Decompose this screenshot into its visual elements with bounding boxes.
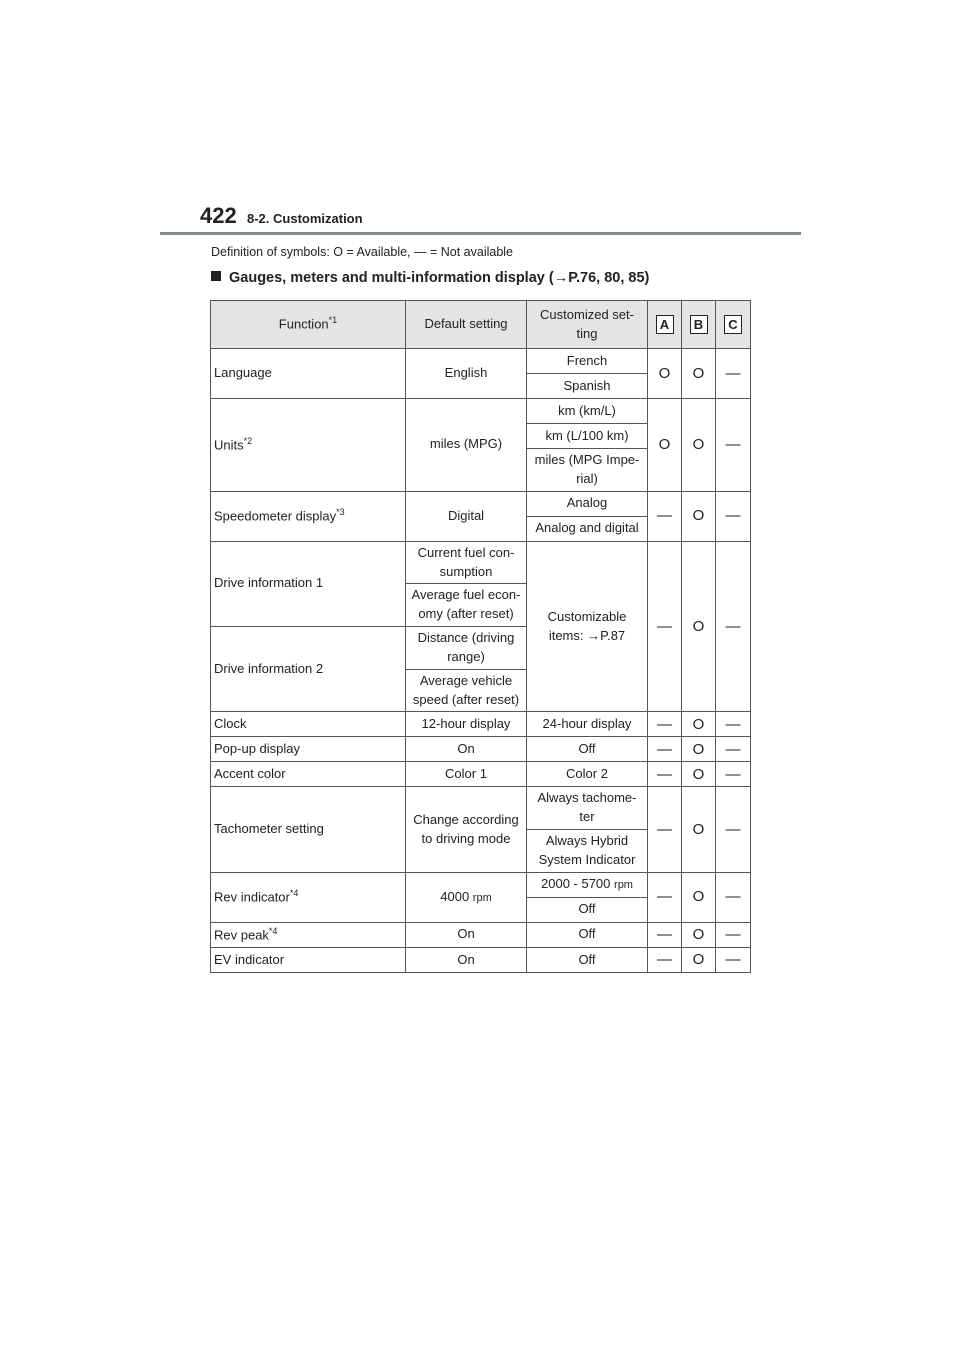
- table-row: [211, 922, 751, 947]
- cell-default: Average vehicle speed (after reset): [406, 669, 527, 712]
- cell-custom: 24-hour display: [527, 712, 648, 737]
- cell-function: Tachometer setting: [211, 787, 406, 872]
- cell-function: Drive information 2: [211, 627, 406, 712]
- cell-custom: Off: [527, 737, 648, 762]
- cell-default: On: [406, 947, 527, 972]
- cell-function: EV indicator: [211, 947, 406, 972]
- cell-default: 12-hour display: [406, 712, 527, 737]
- subheading-text: Gauges, meters and multi-information display (→P.76, 80, 85): [229, 270, 650, 286]
- square-bullet-icon: [211, 271, 221, 281]
- header-b: B: [682, 301, 716, 349]
- table-row: [211, 872, 751, 897]
- cell-c: —: [716, 762, 751, 787]
- cell-function: Rev indicator$^{*4}$: [211, 872, 406, 922]
- cell-function: Drive information 1: [211, 541, 406, 626]
- cell-a: —: [648, 872, 682, 922]
- cell-function: Pop-up display: [211, 737, 406, 762]
- cell-default: Distance (driving range): [406, 627, 527, 670]
- cell-default: English: [406, 349, 527, 399]
- cell-custom: Off: [527, 947, 648, 972]
- cell-option: 2000 - 5700 rpm: [527, 872, 648, 897]
- header-a: A: [648, 301, 682, 349]
- cell-option: Analog: [527, 491, 648, 516]
- customization-table: [210, 300, 751, 973]
- cell-option: Analog and digital: [527, 516, 648, 541]
- cell-b: O: [682, 922, 716, 947]
- cell-default: On: [406, 922, 527, 947]
- cell-function: Rev peak$^{*4}$: [211, 922, 406, 947]
- cell-b: O: [682, 787, 716, 872]
- cell-b: O: [682, 762, 716, 787]
- cell-default: Average fuel econ-omy (after reset): [406, 584, 527, 627]
- cell-option: Always tachome-ter: [527, 787, 648, 830]
- cell-b: O: [682, 491, 716, 541]
- table-row: [211, 737, 751, 762]
- cell-c: —: [716, 787, 751, 872]
- table-row: [211, 712, 751, 737]
- cell-option: Always Hybrid System Indicator: [527, 830, 648, 873]
- cell-b: O: [682, 399, 716, 492]
- section-title: 8-2. Customization: [247, 211, 363, 226]
- cell-c: —: [716, 399, 751, 492]
- header-c: C: [716, 301, 751, 349]
- cell-c: —: [716, 737, 751, 762]
- header-rule: [160, 232, 801, 235]
- header-custom: Customized set-ting: [527, 301, 648, 349]
- table-header-row: [211, 301, 751, 349]
- table-row: [211, 762, 751, 787]
- cell-default: Digital: [406, 491, 527, 541]
- cell-b: O: [682, 737, 716, 762]
- cell-default: Change according to driving mode: [406, 787, 527, 872]
- cell-default: On: [406, 737, 527, 762]
- header-default: Default setting: [406, 301, 527, 349]
- cell-option: French: [527, 349, 648, 374]
- cell-c: —: [716, 872, 751, 922]
- table-row: [211, 947, 751, 972]
- cell-function: Clock: [211, 712, 406, 737]
- cell-default: miles (MPG): [406, 399, 527, 492]
- cell-option: Spanish: [527, 374, 648, 399]
- cell-a: —: [648, 947, 682, 972]
- cell-a: —: [648, 737, 682, 762]
- cell-a: —: [648, 762, 682, 787]
- cell-c: —: [716, 349, 751, 399]
- cell-function: Speedometer display$^{*3}$: [211, 491, 406, 541]
- cell-c: —: [716, 541, 751, 712]
- cell-a: —: [648, 787, 682, 872]
- cell-b: O: [682, 349, 716, 399]
- cell-b: O: [682, 872, 716, 922]
- cell-function: Accent color: [211, 762, 406, 787]
- subheading: [211, 270, 649, 286]
- cell-a: —: [648, 922, 682, 947]
- cell-b: O: [682, 947, 716, 972]
- cell-option: Off: [527, 897, 648, 922]
- cell-a: —: [648, 712, 682, 737]
- table-row: [211, 787, 751, 830]
- cell-function: Units$^{*2}$: [211, 399, 406, 492]
- table-row: [211, 491, 751, 516]
- cell-b: O: [682, 541, 716, 712]
- cell-default: 4000 rpm: [406, 872, 527, 922]
- cell-c: —: [716, 491, 751, 541]
- cell-option: km (L/100 km): [527, 424, 648, 449]
- cell-a: O: [648, 399, 682, 492]
- cell-default: Current fuel con-sumption: [406, 541, 527, 584]
- cell-c: —: [716, 922, 751, 947]
- cell-b: O: [682, 712, 716, 737]
- cell-option: miles (MPG Impe-rial): [527, 449, 648, 492]
- cell-c: —: [716, 712, 751, 737]
- table-row: [211, 399, 751, 424]
- symbol-legend: Definition of symbols: O = Available, — = Not available: [211, 245, 514, 259]
- cell-option: km (km/L): [527, 399, 648, 424]
- cell-c: —: [716, 947, 751, 972]
- cell-a: —: [648, 541, 682, 712]
- cell-custom: Customizable items: →P.87: [527, 541, 648, 712]
- cell-function: Language: [211, 349, 406, 399]
- cell-custom: Color 2: [527, 762, 648, 787]
- table-row: [211, 349, 751, 374]
- cell-custom: Off: [527, 922, 648, 947]
- cell-a: —: [648, 491, 682, 541]
- table-row: [211, 541, 751, 584]
- cell-a: O: [648, 349, 682, 399]
- header-function: Function$^{*1}$: [211, 301, 406, 349]
- page-number: 422: [200, 203, 237, 228]
- cell-default: Color 1: [406, 762, 527, 787]
